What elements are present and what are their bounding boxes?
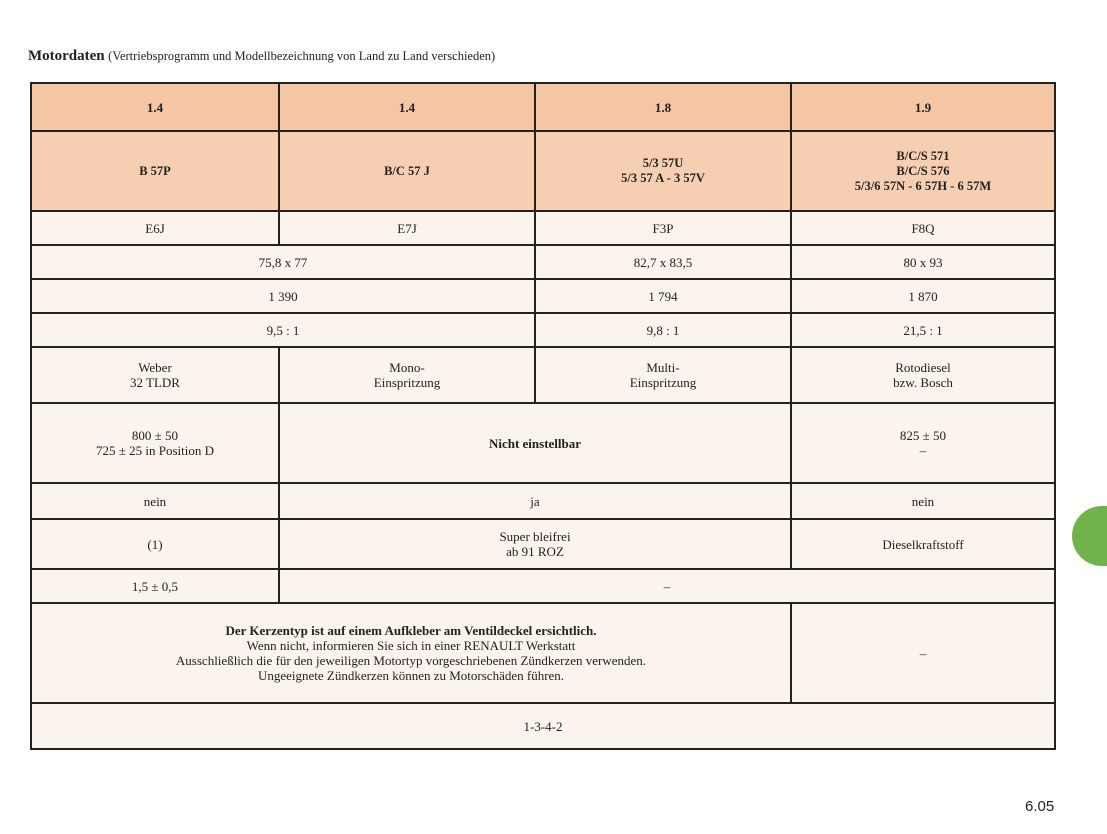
model-code-cell: B 57P [31, 131, 279, 211]
co-e6j: 1,5 ± 0,5 [31, 569, 279, 603]
co-shared: – [279, 569, 1055, 603]
heading-title: Motordaten [28, 48, 105, 64]
engine-type-row [31, 211, 1055, 245]
model-code-row [31, 131, 1055, 211]
fuel-system-e6j: Weber 32 TLDR [31, 347, 279, 403]
bore-stroke-f8q: 80 x 93 [791, 245, 1055, 279]
fuel-system-f8q: Rotodiesel bzw. Bosch [791, 347, 1055, 403]
idle-speed-e6j: 800 ± 50 725 ± 25 in Position D [31, 403, 279, 483]
fuel-e6j: (1) [31, 519, 279, 569]
capacity-f8q: 1 870 [791, 279, 1055, 313]
displacement-row [31, 83, 1055, 131]
engine-type-cell: F3P [535, 211, 791, 245]
fuel-shared: Super bleifrei ab 91 ROZ [279, 519, 791, 569]
fuel-system-f3p: Multi- Einspritzung [535, 347, 791, 403]
footer-ref-row [31, 703, 1055, 749]
fuel-f8q: Dieselkraftstoff [791, 519, 1055, 569]
bore-stroke-f3p: 82,7 x 83,5 [535, 245, 791, 279]
displacement-cell: 1.9 [791, 83, 1055, 131]
model-code-cell: B/C 57 J [279, 131, 535, 211]
bore-stroke-row [31, 245, 1055, 279]
displacement-cell: 1.8 [535, 83, 791, 131]
engine-data-table [30, 82, 1056, 750]
catalyst-row [31, 483, 1055, 519]
model-code-cell: 5/3 57U 5/3 57 A - 3 57V [535, 131, 791, 211]
model-code-cell: B/C/S 571 B/C/S 576 5/3/6 57N - 6 57H - 6 57M [791, 131, 1055, 211]
page-number: 6.05 [1025, 798, 1055, 815]
spark-plug-line: Der Kerzentyp ist auf einem Aufkleber am Ventildeckel ersichtlich. [225, 623, 597, 638]
idle-speed-f8q: 825 ± 50 – [791, 403, 1055, 483]
compression-row [31, 313, 1055, 347]
capacity-shared: 1 390 [31, 279, 535, 313]
spark-plug-row [31, 603, 1055, 703]
catalyst-e6j: nein [31, 483, 279, 519]
footer-ref: 1-3-4-2 [31, 703, 1055, 749]
catalyst-f8q: nein [791, 483, 1055, 519]
fuel-row [31, 519, 1055, 569]
capacity-row [31, 279, 1055, 313]
spark-plug-line: Ausschließlich die für den jeweiligen Motortyp vorgeschriebenen Zündkerzen verwenden. [175, 653, 647, 668]
fuel-system-row [31, 347, 1055, 403]
capacity-f3p: 1 794 [535, 279, 791, 313]
page-heading [28, 48, 495, 65]
compression-f8q: 21,5 : 1 [791, 313, 1055, 347]
spark-plug-line: Ungeeignete Zündkerzen können zu Motorschäden führen. [257, 668, 565, 683]
spark-plug-note [31, 603, 791, 703]
idle-speed-row [31, 403, 1055, 483]
catalyst-shared: ja [279, 483, 791, 519]
fuel-system-e7j: Mono- Einspritzung [279, 347, 535, 403]
idle-speed-shared: Nicht einstellbar [279, 403, 791, 483]
engine-type-cell: E7J [279, 211, 535, 245]
section-tab-marker [1072, 506, 1107, 566]
bore-stroke-shared: 75,8 x 77 [31, 245, 535, 279]
displacement-cell: 1.4 [31, 83, 279, 131]
displacement-cell: 1.4 [279, 83, 535, 131]
engine-type-cell: F8Q [791, 211, 1055, 245]
spark-plug-f8q: – [791, 603, 1055, 703]
heading-note: (Vertriebsprogramm und Modellbezeichnung von Land zu Land verschieden) [108, 49, 496, 63]
co-row [31, 569, 1055, 603]
compression-f3p: 9,8 : 1 [535, 313, 791, 347]
engine-type-cell: E6J [31, 211, 279, 245]
compression-shared: 9,5 : 1 [31, 313, 535, 347]
spark-plug-line: Wenn nicht, informieren Sie sich in einer RENAULT Werkstatt [246, 638, 576, 653]
